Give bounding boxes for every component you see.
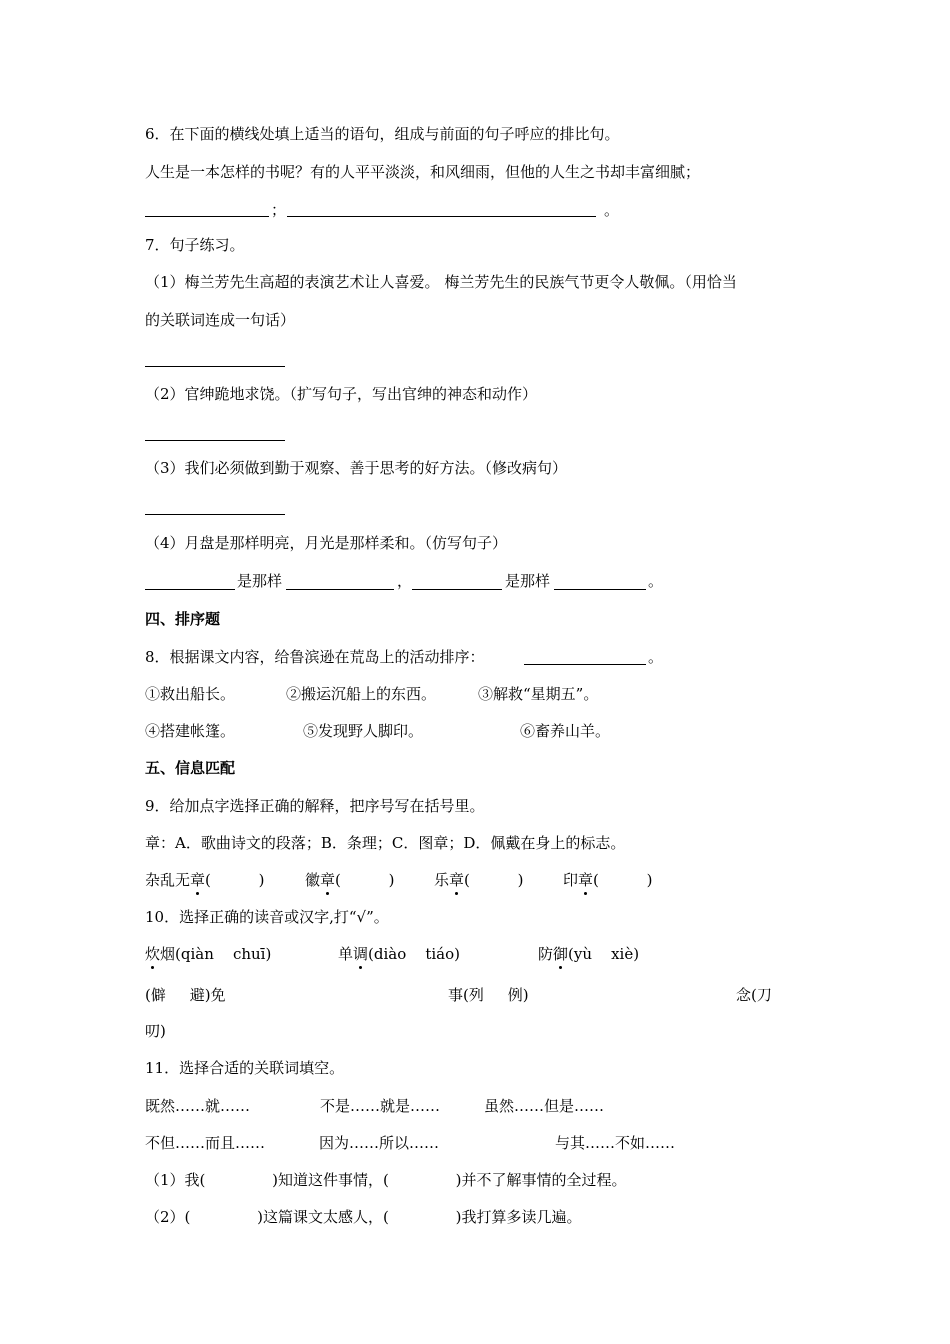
q7-s3-answer-line[interactable] <box>145 514 285 515</box>
q7-s1-line1: （1）梅兰芳先生高超的表演艺术让人喜爱。 梅兰芳先生的民族气节更令人敬佩。（用恰当 <box>145 273 737 291</box>
q6-title: 6．在下面的横线处填上适当的语句，组成与前面的句子呼应的排比句。 <box>145 125 620 143</box>
q10-item: 炊烟(qiàn chuī) <box>145 945 272 963</box>
q10-item: 事(列 例) <box>448 986 529 1004</box>
q7-s4-blank-4[interactable] <box>554 589 646 590</box>
q6-blank-1[interactable] <box>145 216 269 217</box>
q10-item: 念(刀 <box>736 986 772 1004</box>
q6-text: 人生是一本怎样的书呢？有的人平平淡淡，和风细雨，但他的人生之书却丰富细腻； <box>145 163 701 181</box>
q11-s1: （1）我( )知道这件事情，( )并不了解事情的全过程。 <box>145 1171 627 1189</box>
q11-s2: （2）( )这篇课文太感人，( )我打算多读几遍。 <box>145 1208 582 1226</box>
q7-s1-line2: 的关联词连成一句话） <box>145 311 296 329</box>
q11-word: 不是……就是…… <box>320 1097 441 1115</box>
q8-item: ①救出船长。 <box>145 685 236 703</box>
q10-item: (僻 避)免 <box>145 986 226 1004</box>
q7-s2-answer-line[interactable] <box>145 440 285 441</box>
q6-end: 。 <box>604 201 620 219</box>
q11-word: 因为……所以…… <box>319 1134 440 1152</box>
q7-s4-comma: ， <box>397 572 413 590</box>
q9-item: 杂乱无章( ) <box>145 871 265 889</box>
q8-blank[interactable] <box>524 664 646 665</box>
q10-item: 防御(yù xiè) <box>538 945 640 963</box>
dotted-char: 章 <box>320 871 336 889</box>
q8-item: ⑤发现野人脚印。 <box>303 722 424 740</box>
q9-item: 徽章( ) <box>305 871 395 889</box>
q7-s4: （4）月盘是那样明亮，月光是那样柔和。（仿写句子） <box>145 534 508 552</box>
section-5-title: 五、信息匹配 <box>145 759 236 777</box>
dotted-char: 章 <box>578 871 594 889</box>
q11-word: 虽然……但是…… <box>484 1097 605 1115</box>
q9-title: 9．给加点字选择正确的解释，把序号写在括号里。 <box>145 797 485 815</box>
q11-word: 不但……而且…… <box>145 1134 266 1152</box>
q9-item: 乐章( ) <box>434 871 524 889</box>
dotted-char: 章 <box>449 871 465 889</box>
q7-s4-blank-2[interactable] <box>286 589 394 590</box>
section-4-title: 四、排序题 <box>145 610 221 628</box>
q9-definitions: 章：A．歌曲诗文的段落；B．条理；C．图章；D．佩戴在身上的标志。 <box>145 834 626 852</box>
q8-item: ⑥畜养山羊。 <box>520 722 611 740</box>
q7-s3: （3）我们必须做到勤于观察、善于思考的好方法。（修改病句） <box>145 459 568 477</box>
q11-title: 11．选择合适的关联词填空。 <box>145 1059 345 1077</box>
q7-s2: （2）官绅跪地求饶。（扩写句子，写出官绅的神态和动作） <box>145 385 538 403</box>
q6-separator: ； <box>271 201 287 219</box>
q8-item: ②搬运沉船上的东西。 <box>286 685 437 703</box>
dotted-char: 炊 <box>145 945 161 963</box>
dotted-char: 章 <box>190 871 206 889</box>
q8-item: ③解救“星期五”。 <box>478 685 599 703</box>
q8-title: 8．根据课文内容，给鲁滨逊在荒岛上的活动排序： <box>145 648 485 666</box>
q9-item: 印章( ) <box>563 871 653 889</box>
q7-s4-word-2: 是那样 <box>505 572 551 590</box>
q10-item: 单调(diào tiáo) <box>338 945 460 963</box>
q11-word: 与其……不如…… <box>555 1134 676 1152</box>
dotted-char: 御 <box>553 945 569 963</box>
q10-title: 10．选择正确的读音或汉字,打“√”。 <box>145 908 389 926</box>
q8-item: ④搭建帐篷。 <box>145 722 236 740</box>
q7-s4-blank-1[interactable] <box>145 589 235 590</box>
q7-title: 7．句子练习。 <box>145 236 245 254</box>
dotted-char: 调 <box>353 945 369 963</box>
q8-end: 。 <box>648 648 664 666</box>
q7-s4-blank-3[interactable] <box>412 589 502 590</box>
q7-s1-answer-line[interactable] <box>145 366 285 367</box>
q10-item-continued: 叨) <box>145 1022 166 1040</box>
q11-word: 既然……就…… <box>145 1097 251 1115</box>
q7-s4-end: 。 <box>648 572 664 590</box>
q6-blank-2[interactable] <box>287 216 596 217</box>
q7-s4-word-1: 是那样 <box>237 572 283 590</box>
